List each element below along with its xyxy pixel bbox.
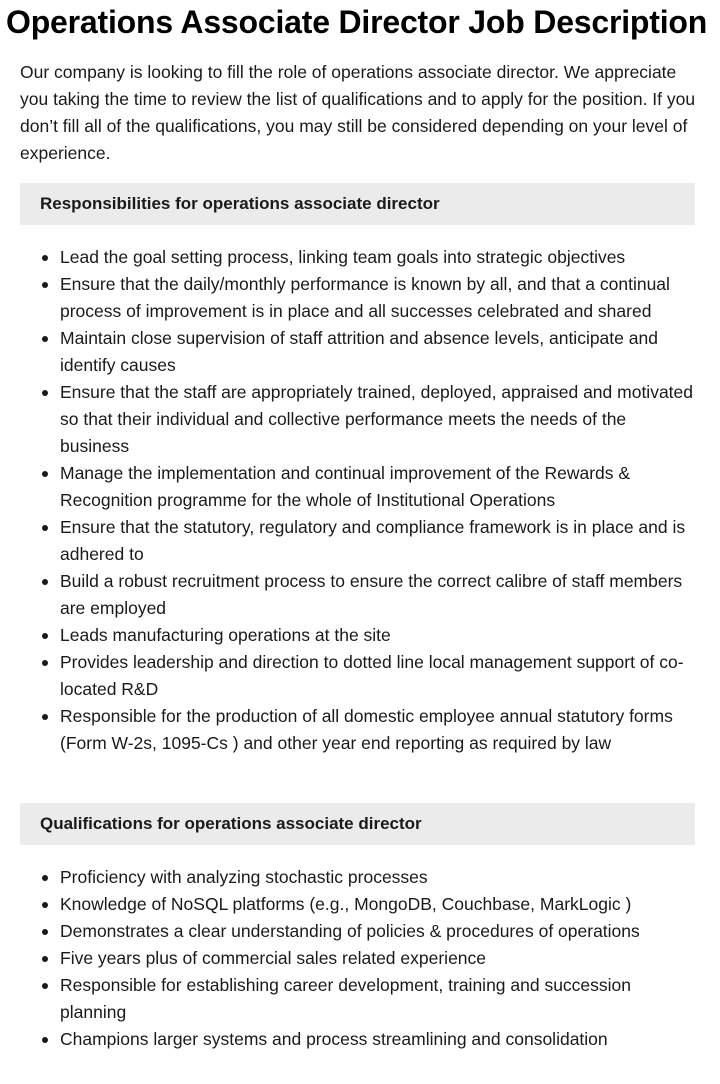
list-item: Responsible for establishing career development, training and succession planning	[60, 972, 700, 1026]
list-item: Manage the implementation and continual improvement of the Rewards & Recognition programme for the whole of Institutional Operations	[60, 460, 700, 514]
list-item: Champions larger systems and process streamlining and consolidation	[60, 1026, 700, 1053]
list-item: Responsible for the production of all domestic employee annual statutory forms (Form W-2s, 1095-Cs ) and other year end reporting as required by law	[60, 703, 700, 757]
responsibilities-header: Responsibilities for operations associate director	[20, 183, 695, 225]
list-item: Knowledge of NoSQL platforms (e.g., MongoDB, Couchbase, MarkLogic )	[60, 891, 700, 918]
list-item: Five years plus of commercial sales related experience	[60, 945, 700, 972]
list-item: Lead the goal setting process, linking team goals into strategic objectives	[60, 244, 700, 271]
list-item: Ensure that the statutory, regulatory and compliance framework is in place and is adhered to	[60, 514, 700, 568]
responsibilities-list	[20, 244, 700, 757]
list-item: Provides leadership and direction to dotted line local management support of co-located R&D	[60, 649, 700, 703]
list-item: Maintain close supervision of staff attrition and absence levels, anticipate and identify causes	[60, 325, 700, 379]
qualifications-header: Qualifications for operations associate director	[20, 803, 695, 845]
page-title: Operations Associate Director Job Description	[6, 4, 708, 40]
list-item: Proficiency with analyzing stochastic processes	[60, 864, 700, 891]
list-item: Demonstrates a clear understanding of policies & procedures of operations	[60, 918, 700, 945]
qualifications-list	[20, 864, 700, 1053]
intro-paragraph: Our company is looking to fill the role of operations associate director. We appreciate you taking the time to review the list of qualifications and to apply for the position. If you don’t fill all of the qualifications, you may still be considered depending on your level of experience.	[20, 62, 696, 163]
list-item: Leads manufacturing operations at the site	[60, 622, 700, 649]
list-item: Build a robust recruitment process to ensure the correct calibre of staff members are employed	[60, 568, 700, 622]
list-item: Ensure that the staff are appropriately trained, deployed, appraised and motivated so that their individual and collective performance meets the needs of the business	[60, 379, 700, 460]
list-item: Ensure that the daily/monthly performance is known by all, and that a continual process of improvement is in place and all successes celebrated and shared	[60, 271, 700, 325]
